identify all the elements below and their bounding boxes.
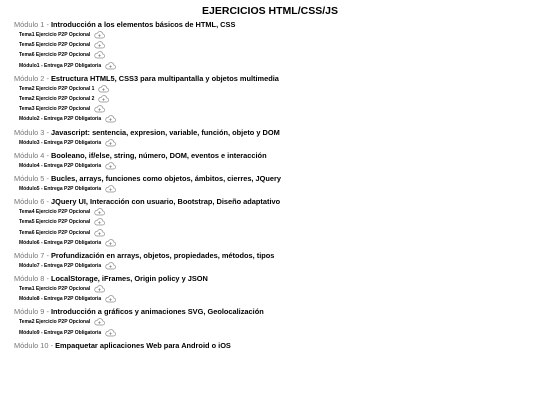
module-number: Módulo 1 - <box>14 20 51 29</box>
cloud-upload-icon[interactable] <box>94 208 105 216</box>
task-item[interactable] <box>14 294 532 304</box>
module-number: Módulo 8 - <box>14 274 51 283</box>
task-item[interactable] <box>14 328 532 338</box>
module-number: Módulo 2 - <box>14 73 51 83</box>
cloud-upload-icon[interactable] <box>105 162 116 170</box>
module-section <box>14 341 532 351</box>
cloud-upload-icon[interactable] <box>94 218 105 226</box>
cloud-upload-icon[interactable] <box>105 329 116 337</box>
module-section <box>14 307 532 337</box>
module-title: LocalStorage, iFrames, Origin policy y JSON <box>50 274 208 283</box>
cloud-upload-icon[interactable] <box>105 262 116 270</box>
module-heading <box>14 274 532 284</box>
task-label[interactable]: Tema4 Ejercicio P2P Opcional <box>19 209 91 216</box>
task-label[interactable]: Módulo4 - Entrega P2P Obligatoria <box>19 162 102 169</box>
cloud-upload-icon[interactable] <box>94 105 105 113</box>
module-section <box>14 151 532 171</box>
task-item[interactable] <box>14 30 532 40</box>
module-section <box>14 128 532 148</box>
task-label[interactable]: Tema6 Ejercicio P2P Opcional <box>19 229 91 236</box>
cloud-upload-icon[interactable] <box>105 139 116 147</box>
task-item[interactable] <box>14 317 532 327</box>
task-label[interactable]: Tema6 Ejercicio P2P Opcional <box>19 52 91 59</box>
module-heading <box>14 174 532 184</box>
cloud-upload-icon[interactable] <box>105 185 116 193</box>
task-label[interactable]: Módulo8 - Entrega P2P Obligatoria <box>19 296 102 303</box>
task-item[interactable] <box>14 161 532 171</box>
module-title: Profundización en arrays, objetos, propiedades, métodos, tipos <box>50 250 275 260</box>
module-number: Módulo 9 - <box>14 307 51 317</box>
module-section <box>14 20 532 71</box>
module-number: Módulo 3 - <box>14 127 51 137</box>
task-item[interactable] <box>14 207 532 217</box>
cloud-upload-icon[interactable] <box>94 41 105 49</box>
task-label[interactable]: Tema3 Ejercicio P2P Opcional <box>19 106 91 113</box>
task-item[interactable] <box>14 104 532 114</box>
task-item[interactable] <box>14 184 532 194</box>
module-heading <box>14 341 532 351</box>
task-item[interactable] <box>14 261 532 271</box>
cloud-upload-icon[interactable] <box>105 239 116 247</box>
module-title: Javascript: sentencia, expresion, variable, función, objeto y DOM <box>50 127 280 137</box>
task-label[interactable]: Tema5 Ejercicio P2P Opcional <box>19 42 91 49</box>
task-label[interactable]: Tema5 Ejercicio P2P Opcional <box>19 219 91 226</box>
module-section <box>14 274 532 304</box>
task-label[interactable]: Módulo6 - Entrega P2P Obligatoria <box>19 239 102 246</box>
task-label[interactable]: Tema1 Ejercicio P2P Opcional <box>19 32 91 39</box>
task-item[interactable] <box>14 138 532 148</box>
module-number: Módulo 5 - <box>14 173 51 183</box>
cloud-upload-icon[interactable] <box>98 95 109 103</box>
module-title: Introducción a gráficos y animaciones SVG, Geolocalización <box>50 307 264 317</box>
module-number: Módulo 4 - <box>14 150 51 160</box>
cloud-upload-icon[interactable] <box>105 295 116 303</box>
task-item[interactable] <box>14 94 532 104</box>
module-heading <box>14 128 532 138</box>
task-label[interactable]: Tema2 Ejercicio P2P Opcional <box>19 319 91 326</box>
module-heading <box>14 151 532 161</box>
cloud-upload-icon[interactable] <box>94 31 105 39</box>
task-item[interactable] <box>14 217 532 227</box>
module-title: Estructura HTML5, CSS3 para multipantalla y objetos multimedia <box>50 73 279 83</box>
task-item[interactable] <box>14 40 532 50</box>
task-label[interactable]: Módulo2 - Entrega P2P Obligatoria <box>19 116 102 123</box>
cloud-upload-icon[interactable] <box>94 318 105 326</box>
module-section <box>14 251 532 271</box>
module-section <box>14 174 532 194</box>
cloud-upload-icon[interactable] <box>94 285 105 293</box>
module-title: Empaquetar aplicaciones Web para Android o iOS <box>55 340 231 350</box>
task-label[interactable]: Módulo9 - Entrega P2P Obligatoria <box>19 329 102 336</box>
task-label[interactable]: Módulo1 - Entrega P2P Obligatoria <box>19 62 102 69</box>
module-heading <box>14 74 532 84</box>
task-item[interactable] <box>14 50 532 60</box>
task-label[interactable]: Módulo7 - Entrega P2P Obligatoria <box>19 262 102 269</box>
task-label[interactable]: Módulo5 - Entrega P2P Obligatoria <box>19 185 102 192</box>
task-label[interactable]: Tema2 Ejercicio P2P Opcional 2 <box>19 96 95 103</box>
cloud-upload-icon[interactable] <box>98 85 109 93</box>
task-item[interactable] <box>14 114 532 124</box>
module-section <box>14 74 532 125</box>
task-item[interactable] <box>14 284 532 294</box>
task-item[interactable] <box>14 61 532 71</box>
module-title: Bucles, arrays, funciones como objetos, ámbitos, cierres, JQuery <box>50 173 281 183</box>
task-item[interactable] <box>14 84 532 94</box>
module-title: Booleano, if/else, string, número, DOM, eventos e interacción <box>50 150 267 160</box>
cloud-upload-icon[interactable] <box>94 51 105 59</box>
page-title: EJERCICIOS HTML/CSS/JS <box>202 5 338 17</box>
module-number: Módulo 10 - <box>14 340 56 350</box>
module-number: Módulo 6 - <box>14 197 51 207</box>
module-title: Introducción a los elementos básicos de HTML, CSS <box>50 20 236 29</box>
module-title: JQuery UI, Interacción con usuario, Bootstrap, Diseño adaptativo <box>50 197 281 207</box>
module-heading <box>14 307 532 317</box>
task-label[interactable]: Módulo3 - Entrega P2P Obligatoria <box>19 139 102 146</box>
module-heading <box>14 197 532 207</box>
module-list <box>14 17 532 351</box>
module-heading <box>14 20 532 30</box>
module-section <box>14 197 532 248</box>
module-number: Módulo 7 - <box>14 250 51 260</box>
cloud-upload-icon[interactable] <box>105 62 116 70</box>
task-label[interactable]: Tema2 Ejercicio P2P Opcional 1 <box>19 85 95 92</box>
task-item[interactable] <box>14 238 532 248</box>
cloud-upload-icon[interactable] <box>94 229 105 237</box>
task-label[interactable]: Tema1 Ejercicio P2P Opcional <box>19 286 91 293</box>
cloud-upload-icon[interactable] <box>105 115 116 123</box>
task-item[interactable] <box>14 227 532 237</box>
module-heading <box>14 251 532 261</box>
